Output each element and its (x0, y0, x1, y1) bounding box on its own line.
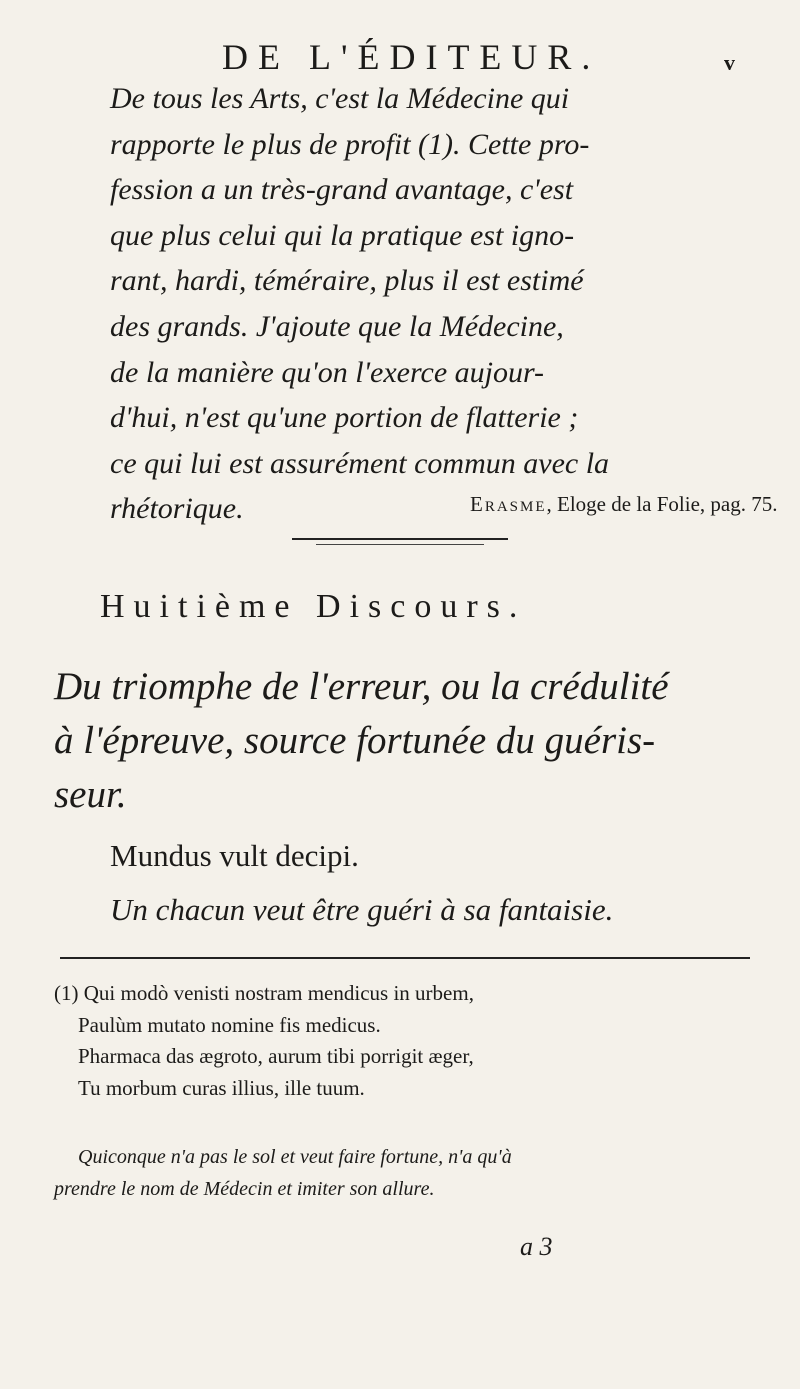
running-head: DE L'ÉDITEUR. (222, 37, 601, 77)
epigraph-line: que plus celui qui la pratique est igno- (110, 218, 575, 252)
attribution-source: , Eloge de la Folie, pag. 75. (546, 492, 778, 516)
epigraph-line: rhétorique. (110, 492, 244, 526)
epigraph-attribution (470, 492, 777, 517)
motto-latin: Mundus vult decipi. (110, 838, 359, 873)
epigraph-line: De tous les Arts, c'est la Médecine qui (110, 82, 570, 115)
signature-mark: a 3 (520, 1232, 553, 1261)
epigraph-line: fession a un très-grand avantage, c'est (110, 173, 574, 207)
epigraph-line: d'hui, n'est qu'une portion de flatterie ; (110, 401, 579, 435)
epigraph-line: ce qui lui est assurément commun avec la (110, 446, 610, 480)
attribution-author: Erasme (470, 492, 547, 516)
section-title: Huitième Discours. (100, 588, 527, 625)
footnote-line: (1) Qui modò venisti nostram mendicus in urbem, (54, 981, 474, 1005)
footnote-french-line: prendre le nom de Médecin et imiter son allure. (54, 1177, 435, 1200)
subtitle-line: à l'épreuve, source fortunée du guéris- (54, 719, 656, 762)
separator-rule-thin (316, 544, 484, 545)
footnote-french-line: Quiconque n'a pas le sol et veut faire fortune, n'a qu'à (78, 1146, 512, 1168)
footnote-rule (60, 957, 750, 959)
page-number: v (724, 50, 735, 75)
footnote-line: Paulùm mutato nomine fis medicus. (78, 1012, 381, 1037)
epigraph-line: rapporte le plus de profit (1). Cette pro- (110, 127, 590, 161)
epigraph-line: des grands. J'ajoute que la Médecine, (110, 309, 564, 343)
epigraph-line: rant, hardi, téméraire, plus il est estimé (110, 264, 584, 298)
epigraph (110, 76, 750, 532)
motto-french: Un chacun veut être guéri à sa fantaisie. (110, 892, 614, 927)
subtitle-line: seur. (54, 773, 127, 816)
separator-rule (292, 538, 508, 540)
subtitle-line: Du triomphe de l'erreur, ou la crédulité (54, 665, 669, 708)
footnote-french (54, 1142, 754, 1205)
footnote-line: Tu morbum curas illius, ille tuum. (78, 1075, 365, 1100)
footnote-line: Pharmaca das ægroto, aurum tibi porrigit æger, (78, 1044, 474, 1068)
section-subtitle (54, 660, 774, 822)
footnote-latin (54, 978, 754, 1104)
epigraph-line: de la manière qu'on l'exerce aujour- (110, 355, 545, 389)
